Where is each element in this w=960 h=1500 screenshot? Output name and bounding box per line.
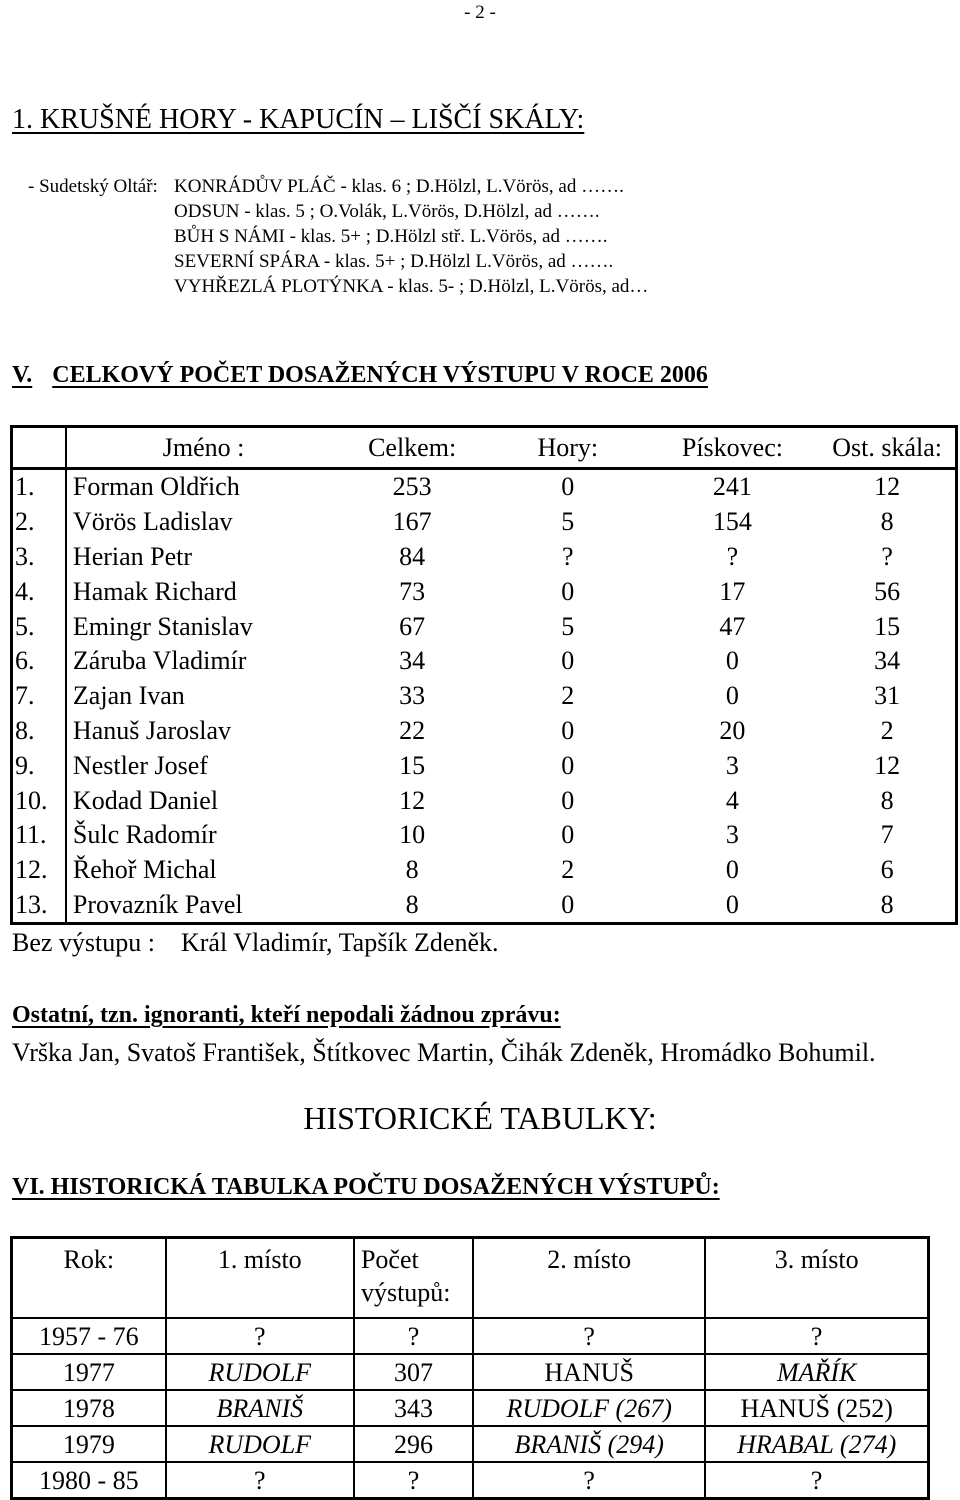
row-second-place: ?	[473, 1318, 705, 1354]
header-year: Rok:	[12, 1238, 166, 1319]
route-item: KONRÁDŮV PLÁČ - klas. 6 ; D.Hölzl, L.Vörös, ad …….	[174, 176, 624, 197]
row-third-place: HRABAL (274)	[705, 1426, 928, 1462]
row-total: 167	[392, 507, 432, 537]
row-name: Hamak Richard	[72, 576, 237, 606]
row-total: 12	[399, 785, 426, 815]
row-sandstone: 3	[725, 820, 739, 850]
row-sandstone: 154	[712, 507, 752, 537]
row-sandstone: 0	[725, 889, 739, 919]
others-names: Vrška Jan, Svatoš František, Štítkovec Martin, Čihák Zdeněk, Hromádko Bohumil.	[12, 1038, 876, 1067]
table-row	[12, 748, 957, 783]
route-item: VYHŘEZLÁ PLOTÝNKA - klas. 5- ; D.Hölzl, L.Vörös, ad…	[174, 276, 649, 297]
page-number: - 2 -	[464, 2, 496, 23]
no-ascent-names: Král Vladimír, Tapšík Zdeněk.	[181, 928, 499, 957]
row-sandstone: 241	[712, 472, 752, 502]
section-v-number: V.	[12, 362, 33, 388]
section-vi-title: VI. HISTORICKÁ TABULKA POČTU DOSAŽENÝCH VÝSTUPŮ:	[12, 1174, 720, 1200]
row-number: 13.	[12, 888, 66, 924]
row-mountains: 5	[561, 507, 575, 537]
row-other-rock: 8	[880, 785, 894, 815]
header-second-place: 2. místo	[473, 1238, 705, 1319]
row-name: Kodad Daniel	[72, 785, 219, 815]
row-mountains: 2	[561, 681, 575, 711]
row-other-rock: 56	[874, 576, 901, 606]
row-number: 10.	[12, 783, 66, 818]
row-mountains: ?	[562, 541, 574, 571]
row-mountains: 0	[561, 750, 575, 780]
row-ascent-count: 307	[354, 1354, 473, 1390]
row-name: Řehoř Michal	[72, 855, 217, 885]
row-mountains: 0	[561, 785, 575, 815]
row-number: 11.	[12, 818, 66, 853]
row-name: Forman Oldřich	[72, 472, 240, 502]
table-row	[12, 818, 957, 853]
row-first-place: RUDOLF	[166, 1354, 354, 1390]
ascents-2006-table	[10, 425, 958, 925]
row-third-place: MAŘÍK	[705, 1354, 928, 1390]
row-sandstone: 17	[719, 576, 746, 606]
row-other-rock: 12	[874, 472, 901, 502]
row-total: 10	[399, 820, 426, 850]
row-year: 1977	[12, 1354, 166, 1390]
row-other-rock: 8	[880, 889, 894, 919]
row-third-place: ?	[705, 1462, 928, 1499]
row-sandstone: 3	[725, 750, 739, 780]
header-ascent-count: Počet výstupů:	[354, 1238, 473, 1319]
row-second-place: HANUŠ	[473, 1354, 705, 1390]
table-row	[12, 1462, 929, 1499]
table-row	[12, 783, 957, 818]
row-number: 7.	[12, 679, 66, 714]
row-third-place: ?	[705, 1318, 928, 1354]
row-ascent-count: ?	[354, 1318, 473, 1354]
table-header-row	[12, 1238, 929, 1319]
row-number: 8.	[12, 714, 66, 749]
row-mountains: 0	[561, 472, 575, 502]
header-cell-empty	[12, 427, 66, 469]
row-other-rock: ?	[881, 541, 893, 571]
row-mountains: 0	[561, 889, 575, 919]
row-total: 8	[405, 855, 419, 885]
row-total: 253	[392, 472, 432, 502]
header-total: Celkem:	[334, 427, 490, 469]
header-mountains: Hory:	[490, 427, 646, 469]
historic-ascents-table	[10, 1236, 930, 1500]
row-first-place: BRANIŠ	[166, 1390, 354, 1426]
row-other-rock: 7	[880, 820, 894, 850]
row-other-rock: 31	[874, 681, 901, 711]
row-name: Hanuš Jaroslav	[72, 715, 232, 745]
table-row	[12, 505, 957, 540]
row-second-place: ?	[473, 1462, 705, 1499]
section-1-title: 1. KRUŠNÉ HORY - KAPUCÍN – LIŠČÍ SKÁLY:	[12, 104, 585, 135]
row-other-rock: 34	[874, 646, 901, 676]
row-number: 12.	[12, 853, 66, 888]
row-mountains: 5	[561, 611, 575, 641]
row-sandstone: 47	[719, 611, 746, 641]
route-item: BŮH S NÁMI - klas. 5+ ; D.Hölzl stř. L.Vörös, ad …….	[174, 226, 608, 247]
row-name: Šulc Radomír	[72, 820, 217, 850]
row-year: 1978	[12, 1390, 166, 1426]
row-name: Nestler Josef	[72, 750, 208, 780]
row-second-place: BRANIŠ (294)	[473, 1426, 705, 1462]
table-row	[12, 679, 957, 714]
row-name: Záruba Vladimír	[72, 646, 247, 676]
table-row	[12, 853, 957, 888]
row-number: 9.	[12, 748, 66, 783]
row-sandstone: 0	[725, 681, 739, 711]
row-third-place: HANUŠ (252)	[705, 1390, 928, 1426]
row-year: 1979	[12, 1426, 166, 1462]
row-sandstone: 20	[719, 715, 746, 745]
row-mountains: 0	[561, 715, 575, 745]
no-ascent-label: Bez výstupu :	[12, 928, 155, 957]
historic-tables-heading: HISTORICKÉ TABULKY:	[303, 1100, 657, 1136]
table-row	[12, 1390, 929, 1426]
row-ascent-count: ?	[354, 1462, 473, 1499]
row-sandstone: 4	[725, 785, 739, 815]
table-row	[12, 574, 957, 609]
row-total: 33	[399, 681, 426, 711]
row-total: 22	[399, 715, 426, 745]
row-other-rock: 8	[880, 507, 894, 537]
row-second-place: RUDOLF (267)	[473, 1390, 705, 1426]
row-ascent-count: 296	[354, 1426, 473, 1462]
row-number: 2.	[12, 505, 66, 540]
row-other-rock: 12	[874, 750, 901, 780]
row-name: Vörös Ladislav	[72, 507, 233, 537]
row-name: Emingr Stanislav	[72, 611, 253, 641]
row-name: Provazník Pavel	[72, 889, 243, 919]
header-name: Jméno :	[66, 427, 334, 469]
table-row	[12, 1318, 929, 1354]
row-name: Zajan Ivan	[72, 681, 185, 711]
table-header-row	[12, 427, 957, 469]
row-total: 34	[399, 646, 426, 676]
header-third-place: 3. místo	[705, 1238, 928, 1319]
row-mountains: 2	[561, 855, 575, 885]
row-first-place: RUDOLF	[166, 1426, 354, 1462]
table-row	[12, 1354, 929, 1390]
header-other-rock: Ost. skála:	[819, 427, 956, 469]
row-other-rock: 15	[874, 611, 901, 641]
table-row	[12, 644, 957, 679]
others-heading: Ostatní, tzn. ignoranti, kteří nepodali žádnou zprávu:	[12, 1002, 561, 1028]
section-v-title	[12, 362, 708, 389]
row-total: 73	[399, 576, 426, 606]
table-row	[12, 714, 957, 749]
row-sandstone: ?	[726, 541, 739, 571]
row-number: 5.	[12, 609, 66, 644]
row-mountains: 0	[561, 646, 575, 676]
row-ascent-count: 343	[354, 1390, 473, 1426]
route-item: ODSUN - klas. 5 ; O.Volák, L.Vörös, D.Hölzl, ad …….	[174, 201, 600, 222]
row-sandstone: 0	[725, 646, 739, 676]
route-prefix: - Sudetský Oltář:	[28, 176, 158, 197]
row-total: 67	[399, 611, 426, 641]
row-mountains: 0	[561, 576, 575, 606]
row-other-rock: 2	[880, 715, 894, 745]
row-number: 3.	[12, 540, 66, 575]
row-sandstone: 0	[725, 855, 739, 885]
row-number: 4.	[12, 574, 66, 609]
row-first-place: ?	[166, 1318, 354, 1354]
section-v-text: CELKOVÝ POČET DOSAŽENÝCH VÝSTUPU V ROCE 2006	[52, 362, 708, 388]
row-first-place: ?	[166, 1462, 354, 1499]
row-other-rock: 6	[880, 855, 894, 885]
row-year: 1980 - 85	[12, 1462, 166, 1499]
row-mountains: 0	[561, 820, 575, 850]
row-total: 15	[399, 750, 426, 780]
no-ascent-line	[12, 928, 499, 958]
table-row	[12, 469, 957, 505]
row-total: 84	[399, 541, 426, 571]
row-name: Herian Petr	[72, 541, 193, 571]
row-total: 8	[405, 889, 419, 919]
header-sandstone: Pískovec:	[646, 427, 820, 469]
table-row	[12, 888, 957, 924]
table-row	[12, 609, 957, 644]
route-item: SEVERNÍ SPÁRA - klas. 5+ ; D.Hölzl L.Vörös, ad …….	[174, 251, 614, 272]
row-number: 1.	[12, 469, 66, 505]
row-number: 6.	[12, 644, 66, 679]
table-row	[12, 1426, 929, 1462]
header-first-place: 1. místo	[166, 1238, 354, 1319]
row-year: 1957 - 76	[12, 1318, 166, 1354]
table-row	[12, 540, 957, 575]
